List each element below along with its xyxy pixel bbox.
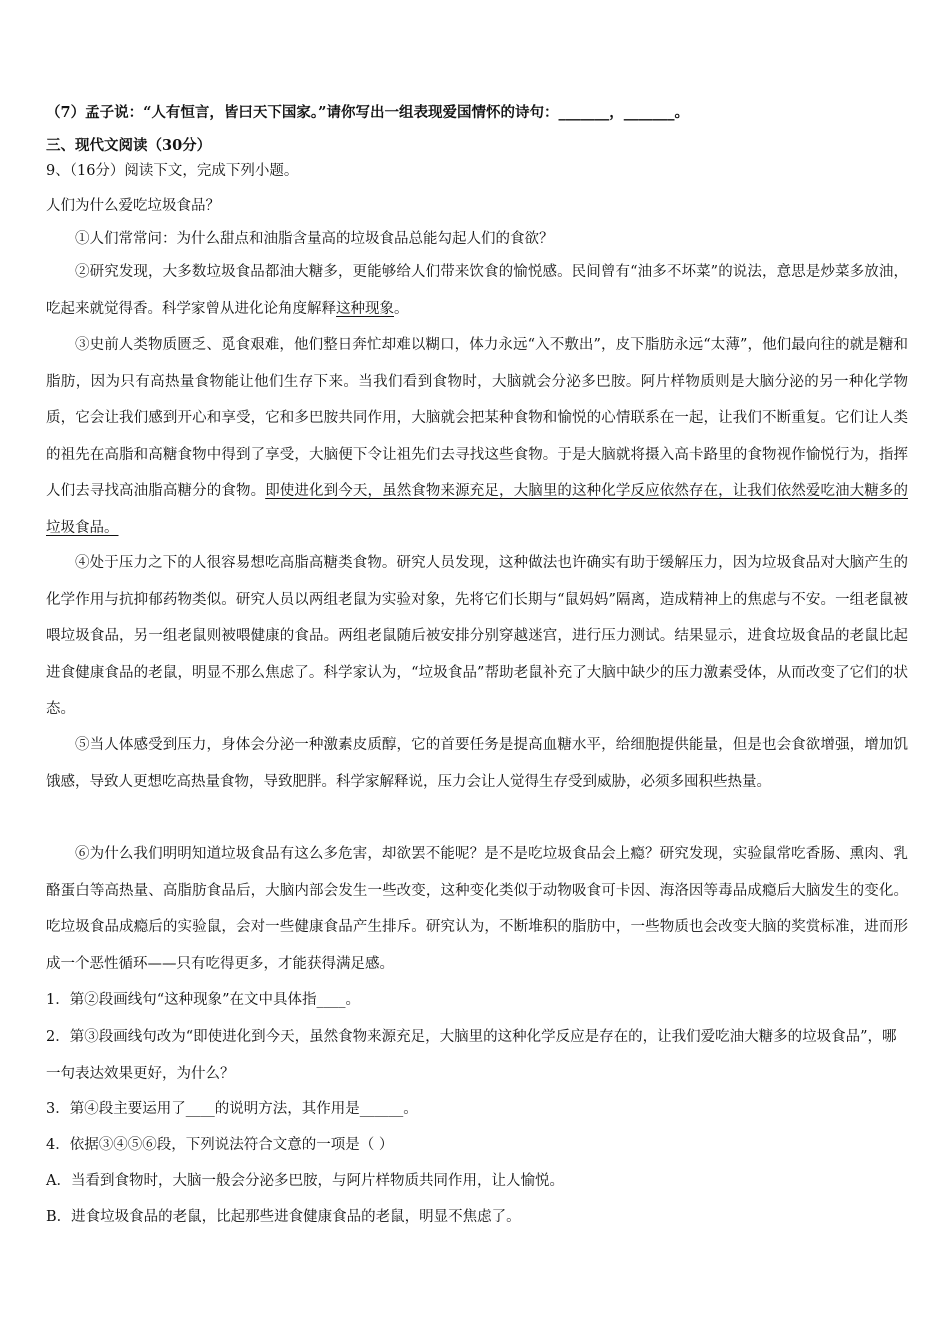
underlined-sentence: 即使进化到今天，虽然食物来源充足，大脑里的这种化学反应依然存在，让我们依然爱吃油大糖多的垃圾食品。 (46, 483, 909, 536)
sub-question-1: 1．第②段画线句“这种现象”在文中具体指____。 (46, 992, 361, 1008)
option-b: B．进食垃圾食品的老鼠，比起那些进食健康食品的老鼠，明显不焦虑了。 (46, 1209, 521, 1225)
option-a: A．当看到食物时，大脑一般会分泌多巴胺，与阿片样物质共同作用，让人愉悦。 (46, 1173, 564, 1189)
paragraph-2-end: 。 (394, 300, 409, 317)
paragraph-4: ④处于压力之下的人很容易想吃高脂高糖类食物。研究人员发现，这种做法也许确实有助于缓解压力，因为垃圾食品对大脑产生的化学作用与抗抑郁药物类似。研究人员以两组老鼠为实验对象，先将它们长期与“鼠妈妈”隔离，造成精神上的焦虑与不安。一组老鼠被喂垃圾食品，另一组老鼠则被喂健康的食品。两组老鼠随后被安排分别穿越迷宫，进行压力测试。结果显示，进食垃圾食品的老鼠比起进食健康食品的老鼠，明显不那么焦虑了。科学家认为，“垃圾食品”帮助老鼠补充了大脑中缺少的压力激素受体，从而改变了它们的状态。 (46, 555, 908, 717)
article-title: 人们为什么爱吃垃圾食品？ (46, 198, 220, 214)
paragraph-6: ⑥为什么我们明明知道垃圾食品有这么多危害，却欲罢不能呢？是不是吃垃圾食品会上瘾？研究发现，实验鼠常吃香肠、熏肉、乳酪蛋白等高热量、高脂肪食品后，大脑内部会发生一些改变，这种变化类似于动物吸食可卡因、海洛因等毒品成瘾后大脑发生的变化。吃垃圾食品成瘾后的实验鼠，会对一些健康食品产生排斥。研究认为，不断堆积的脂肪中，一些物质也会改变大脑的奖赏标准，进而形成一个恶性循环——只有吃得更多，才能获得满足感。 (46, 846, 908, 972)
sub-question-4: 4．依据③④⑤⑥段，下列说法符合文意的一项是（ ） (46, 1137, 394, 1153)
section-heading: 三、现代文阅读（30分） (46, 137, 212, 154)
paragraph-5: ⑤当人体感受到压力，身体会分泌一种激素皮质醇，它的首要任务是提高血糖水平，给细胞提供能量，但是也会食欲增强，增加饥饿感，导致人更想吃高热量食物，导致肥胖。科学家解释说，压力会让人觉得生存受到威胁，必须多囤积些热量。 (46, 737, 908, 790)
paragraph-3-text: ③史前人类物质匮乏、觅食艰难，他们整日奔忙却难以糊口，体力永远“入不敷出”，皮下脂肪永远“太薄”，他们最向往的就是糖和脂肪，因为只有高热量食物能让他们生存下来。当我们看到食物时，大脑就会分泌多巴胺。阿片样物质则是大脑分泌的另一种化学物质，它会让我们感到开心和享受，它和多巴胺共同作用，大脑就会把某种食物和愉悦的心情联系在一起，让我们不断重复。它们让人类的祖先在高脂和高糖食物中得到了享受，大脑便下令让祖先们去寻找这些食物。于是大脑就将摄入高卡路里的食物视作愉悦行为，指挥人们去寻找高油脂高糖分的食物。 (46, 337, 908, 499)
sub-question-3: 3．第④段主要运用了____的说明方法，其作用是______。 (46, 1101, 418, 1117)
paragraph-2-text: ②研究发现，大多数垃圾食品都油大糖多，更能够给人们带来饮食的愉悦感。民间曾有“油多不坏菜”的说法，意思是炒菜多放油，吃起来就觉得香。科学家曾从进化论角度解释 (46, 264, 908, 317)
paragraph-3 (46, 327, 908, 546)
paragraph-2 (46, 254, 908, 327)
paragraph-1: ①人们常常问：为什么甜点和油脂含量高的垃圾食品总能勾起人们的食欲？ (75, 231, 554, 247)
question-9-intro: 9、（16分）阅读下文，完成下列小题。 (46, 163, 299, 179)
sub-question-2: 2．第③段画线句改为“即使进化到今天，虽然食物来源充足，大脑里的这种化学反应是存在的，让我们爱吃油大糖多的垃圾食品”，哪一句表达效果更好，为什么？ (46, 1029, 897, 1082)
question-7-prompt: （7）孟子说：“人有恒言，皆曰天下国家。”请你写出一组表现爱国情怀的诗句：_______，_______。 (46, 104, 690, 121)
underlined-phrase: 这种现象 (336, 300, 394, 317)
